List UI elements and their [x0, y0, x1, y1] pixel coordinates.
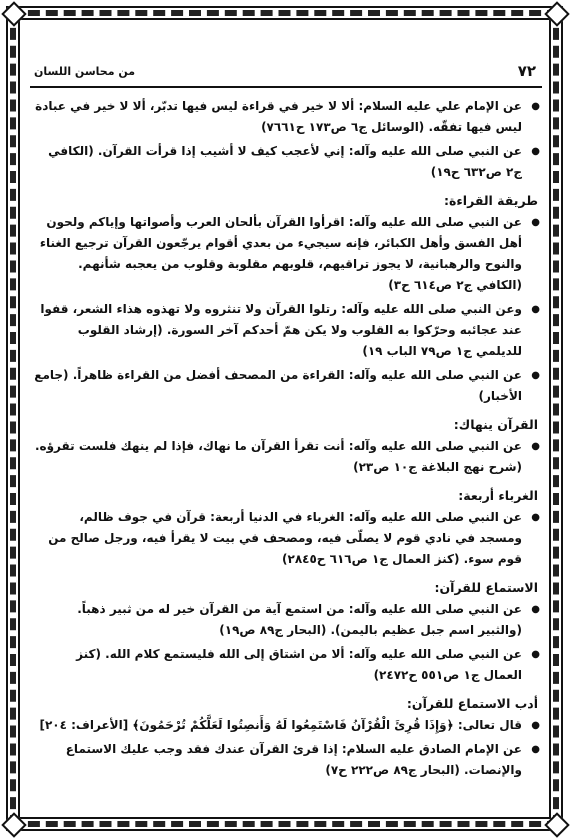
section-four-strangers — [34, 488, 540, 570]
verse-item: ● قال تعالى: ﴿وَإِذَا قُرِئَ الْقُرْآنُ فَاسْتَمِعُوا لَهُ وَأَنصِتُوا لَعَلَّكُمْ تُرْحَمُونَ﴾ [الأعراف: ٢٠٤] — [34, 715, 540, 736]
hadith-list — [34, 507, 540, 570]
section-reading-method — [34, 193, 540, 407]
page-header — [30, 60, 540, 86]
hadith-list — [34, 96, 540, 183]
hadith-item: ● عن الإمام علي عليه السلام: ألا لا خير في قراءة ليس فيها تدبّر، ألا لا خير في عبادة ليس فيها تفقّه. (الوسائل ج٦ ص١٧٣ ح٧٦٦١) — [34, 96, 540, 138]
section-quran-forbids — [34, 417, 540, 478]
hadith-list — [34, 212, 540, 407]
hadith-item: ● عن النبي صلى الله عليه وآله: الغرباء في الدنيا أربعة: قرآن في جوف ظالم، ومسجد في نادي قوم لا يصلّى فيه، ومصحف في بيت لا يقرأ فيه، ورجل صالح من قوم سوء. (كنز العمال ج١ ص٦١٦ ح٢٨٤٥) — [34, 507, 540, 570]
hadith-list — [34, 599, 540, 686]
section-heading: الاستماع للقرآن: — [434, 580, 538, 595]
section-heading: الغرباء أربعة: — [458, 488, 538, 503]
hadith-item: ● عن النبي صلى الله عليه وآله: أنت تقرأ القرآن ما نهاك، فإذا لم ينهك فلست تقرؤه. (شرح نهج البلاغة ج١٠ ص٢٣) — [34, 436, 540, 478]
page-number: ٧٢ — [517, 62, 536, 80]
hadith-item: ● عن الإمام الصادق عليه السلام: إذا قرئ القرآن عندك فقد وجب عليك الاستماع والإنصات. (البحار ج٨٩ ص٢٢٢ ح٧) — [34, 739, 540, 781]
section-heading: القرآن ينهاك: — [453, 417, 538, 432]
hadith-item: ● عن النبي صلى الله عليه وآله: من استمع آية من القرآن خير له من ثبير ذهباً. (والثبير اسم جبل عظيم باليمن). (البحار ج٨٩ ص١٩) — [34, 599, 540, 641]
hadith-list — [34, 436, 540, 478]
running-title: من محاسن اللسان — [34, 65, 136, 78]
section-heading: أدب الاستماع للقرآن: — [406, 696, 538, 711]
hadith-item: ● عن النبي صلى الله عليه وآله: ألا من اشتاق إلى الله فليستمع كلام الله. (كنز العمال ج١ ص٥٥١ ح٢٤٧٢) — [34, 644, 540, 686]
section-listening-etiquette — [34, 696, 540, 781]
hadith-list — [34, 715, 540, 781]
section-listening — [34, 580, 540, 686]
section-heading: طريقة القراءة: — [444, 193, 538, 208]
page-body — [34, 96, 540, 784]
section-intro — [34, 96, 540, 183]
header-divider — [30, 86, 542, 88]
hadith-item: ● وعن النبي صلى الله عليه وآله: رتلوا القرآن ولا تنثروه ولا تهذوه هذاء الشعر، قفوا عند عجائبه وحرّكوا به القلوب ولا يكن همّ أحدكم آخر السورة. (إرشاد القلوب للديلمي ج١ ص٧٩ الباب ١٩) — [34, 299, 540, 362]
hadith-item: ● عن النبي صلى الله عليه وآله: إني لأعجب كيف لا أشيب إذا قرأت القرآن. (الكافي ج٢ ص٦٣٢ ح١٩) — [34, 141, 540, 183]
hadith-item: ● عن النبي صلى الله عليه وآله: اقرأوا القرآن بألحان العرب وأصواتها وإياكم ولحون أهل الفسق وأهل الكبائر، فإنه سيجيء من بعدي أقوام يرجّعون القرآن ترجيع الغناء والنوح والرهبانية، لا يجوز تراقيهم، قلوبهم مقلوبة وقلوب من يعجبه شأنهم. (الكافي ج٢ ص٦١٤ ح٣) — [34, 212, 540, 296]
hadith-item: ● عن النبي صلى الله عليه وآله: القراءة من المصحف أفضل من القراءة ظاهراً. (جامع الأخبار) — [34, 365, 540, 407]
